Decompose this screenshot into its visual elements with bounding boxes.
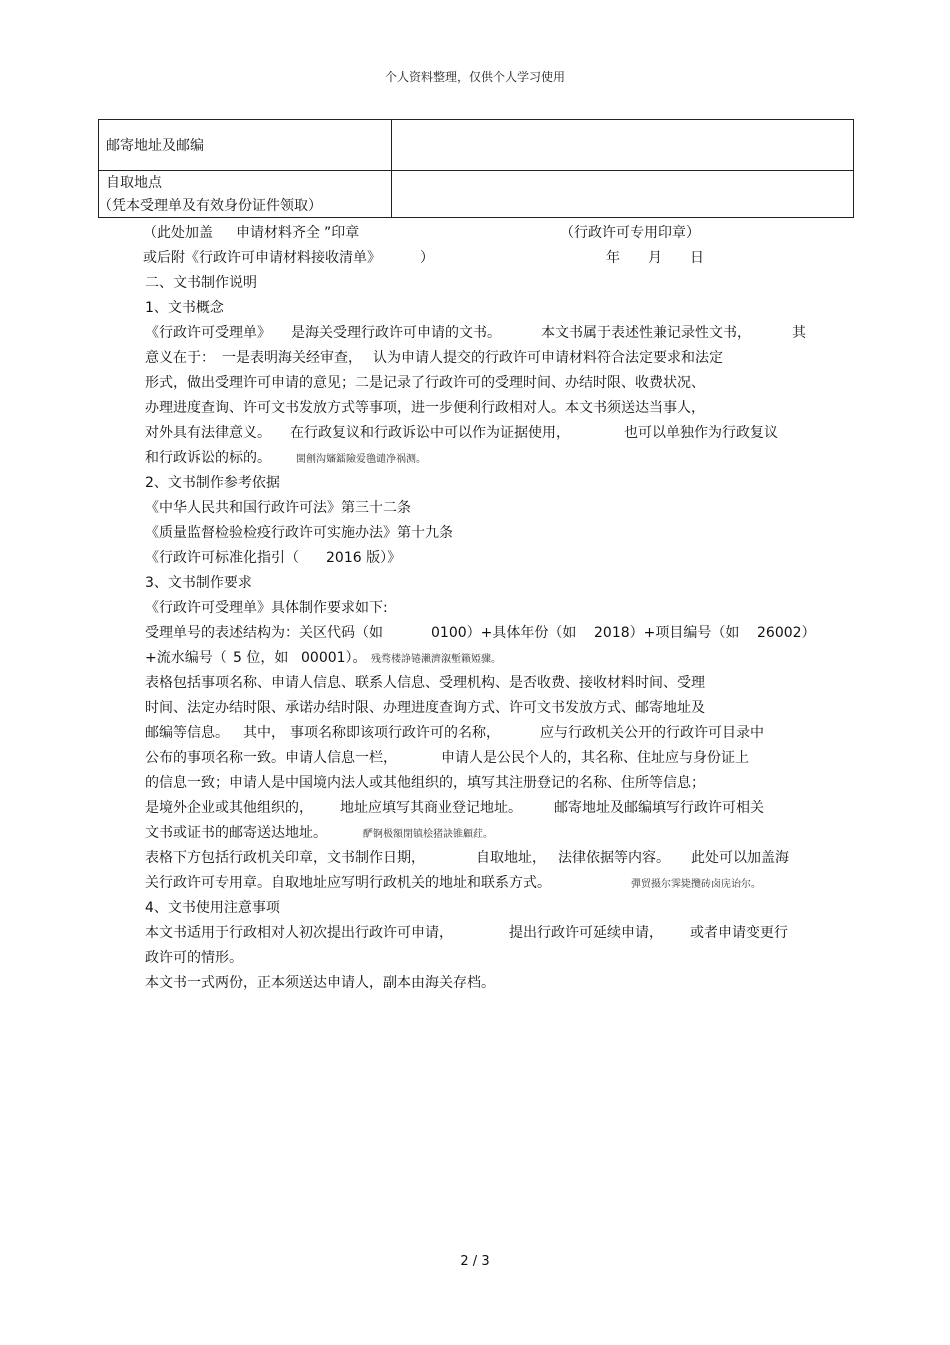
notes-line1-a: 本文书适用于行政相对人初次提出行政许可申请， xyxy=(145,925,453,941)
table-items-line4-a: 公布的事项名称一致。申请人信息一栏， xyxy=(145,750,397,766)
garbled-text: 彈贸摄尔霁毙攬砖卤庑诒尔。 xyxy=(631,879,761,890)
notes-heading: 4、文书使用注意事项 xyxy=(145,900,280,916)
table-column-divider xyxy=(391,120,392,217)
number-structure-b: 0100）+具体年份（如 xyxy=(431,625,577,641)
table-items-line1: 表格包括事项名称、申请人信息、联系人信息、受理机构、是否收费、接收材料时间、受理 xyxy=(145,675,705,691)
number-structure-c: 2018）+项目编号（如 xyxy=(594,625,740,641)
table-items-line3-c: 事项名称即该项行政许可的名称， xyxy=(290,725,500,741)
date-day: 日 xyxy=(690,250,704,266)
page-number: 2 / 3 xyxy=(460,1254,490,1269)
below-table-line1-b: 自取地址， xyxy=(476,850,546,866)
concept-p5-a: 对外具有法律意义。 xyxy=(145,425,271,441)
table-items-line6-a: 是境外企业或其他组织的， xyxy=(145,800,313,816)
basis-measures: 《质量监督检验检疫行政许可实施办法》第十九条 xyxy=(145,525,453,541)
table-items-line6-b: 地址应填写其商业登记地址。 xyxy=(340,800,522,816)
concept-p3: 形式，做出受理许可申请的意见；二是记录了行政许可的受理时间、办结时限、收费状况、 xyxy=(145,375,705,391)
stamp-note-left-c: ”印章 xyxy=(324,225,360,241)
table-items-line3-a: 邮编等信息。 xyxy=(145,725,229,741)
basis-guide-b: 2016 版）》 xyxy=(326,550,402,566)
section-heading: 二、文书制作说明 xyxy=(145,275,257,291)
below-table-line1-d: 此处可以加盖海 xyxy=(691,850,789,866)
table-row-divider xyxy=(99,170,853,171)
concept-p1-b: 是海关受理行政许可申请的文书。 xyxy=(291,325,501,341)
mailing-address-label: 邮寄地址及邮编 xyxy=(106,138,204,154)
number-structure-a: 受理单号的表述结构为：关区代码（如 xyxy=(145,625,383,641)
concept-p1-a: 《行政许可受理单》 xyxy=(145,325,271,341)
concept-p1-c: 本文书属于表述性兼记录性文书， xyxy=(541,325,751,341)
concept-p2-b: 一是表明海关经审查， xyxy=(222,350,362,366)
stamp-note-left-b: 申请材料齐全 xyxy=(236,225,320,241)
concept-p5-c: 也可以单独作为行政复议 xyxy=(624,425,778,441)
attachment-note: 或后附《行政许可申请材料接收清单》 xyxy=(143,250,381,266)
below-table-line1-c: 法律依据等内容。 xyxy=(558,850,670,866)
pickup-location-note: （凭本受理单及有效身份证件领取） xyxy=(98,198,322,214)
below-table-line2: 关行政许可专用章。自取地址应写明行政机关的地址和联系方式。 xyxy=(145,875,551,891)
page-header: 个人资料整理，仅供个人学习使用 xyxy=(384,70,565,84)
number-structure-d: 26002） xyxy=(757,625,816,641)
garbled-text: 残骛楼諍锩瀨濟溆塹籟婭骤。 xyxy=(371,654,501,665)
basis-guide-a: 《行政许可标准化指引（ xyxy=(145,550,299,566)
table-items-line3-b: 其中， xyxy=(243,725,285,741)
stamp-note-right: （行政许可专用印章） xyxy=(560,225,700,241)
concept-p2-a: 意义在于： xyxy=(145,350,215,366)
basis-heading: 2、文书制作参考依据 xyxy=(145,475,280,491)
requirements-intro: 《行政许可受理单》具体制作要求如下: xyxy=(145,600,388,616)
stamp-note-left-a: （此处加盖 xyxy=(143,225,213,241)
table-items-line4-b: 申请人是公民个人的，其名称、住址应与身份证上 xyxy=(441,750,749,766)
garbled-text: 閩劊沟嬸鐳險爱氇谴净祸测。 xyxy=(296,454,426,465)
table-items-line6-c: 邮寄地址及邮编填写行政许可相关 xyxy=(554,800,764,816)
serial-number-c: 00001）。 xyxy=(301,650,367,666)
basis-law: 《中华人民共和国行政许可法》第三十二条 xyxy=(145,500,411,516)
serial-number-a: +流水编号（ xyxy=(145,650,227,666)
garbled-text: 酽锕极額閉镇桧猪訣锥顧荭。 xyxy=(363,829,493,840)
notes-line2: 政许可的情形。 xyxy=(145,950,243,966)
notes-line3: 本文书一式两份，正本须送达申请人，副本由海关存档。 xyxy=(145,975,495,991)
table-items-line7: 文书或证书的邮寄送达地址。 xyxy=(145,825,327,841)
concept-heading: 1、文书概念 xyxy=(145,300,224,316)
concept-p2-c: 认为申请人提交的行政许可申请材料符合法定要求和法定 xyxy=(373,350,723,366)
pickup-location-label: 自取地点 xyxy=(106,175,162,191)
concept-p4: 办理进度查询、许可文书发放方式等事项，进一步便利行政相对人。本文书须送达当事人， xyxy=(145,400,705,416)
table-items-line2: 时间、法定办结时限、承诺办结时限、办理进度查询方式、许可文书发放方式、邮寄地址及 xyxy=(145,700,705,716)
concept-p5-b: 在行政复议和行政诉讼中可以作为证据使用， xyxy=(290,425,570,441)
table-items-line3-d: 应与行政机关公开的行政许可目录中 xyxy=(540,725,764,741)
table-items-line5: 的信息一致；申请人是中国境内法人或其他组织的，填写其注册登记的名称、住所等信息； xyxy=(145,775,705,791)
date-month: 月 xyxy=(648,250,662,266)
concept-p1-d: 其 xyxy=(792,325,806,341)
attachment-note-close: ） xyxy=(420,250,434,266)
date-year: 年 xyxy=(606,250,620,266)
concept-p6: 和行政诉讼的标的。 xyxy=(145,450,271,466)
requirements-heading: 3、文书制作要求 xyxy=(145,575,252,591)
serial-number-b: 5 位，如 xyxy=(233,650,289,666)
below-table-line1-a: 表格下方包括行政机关印章，文书制作日期， xyxy=(145,850,425,866)
notes-line1-c: 或者申请变更行 xyxy=(690,925,788,941)
notes-line1-b: 提出行政许可延续申请， xyxy=(509,925,663,941)
